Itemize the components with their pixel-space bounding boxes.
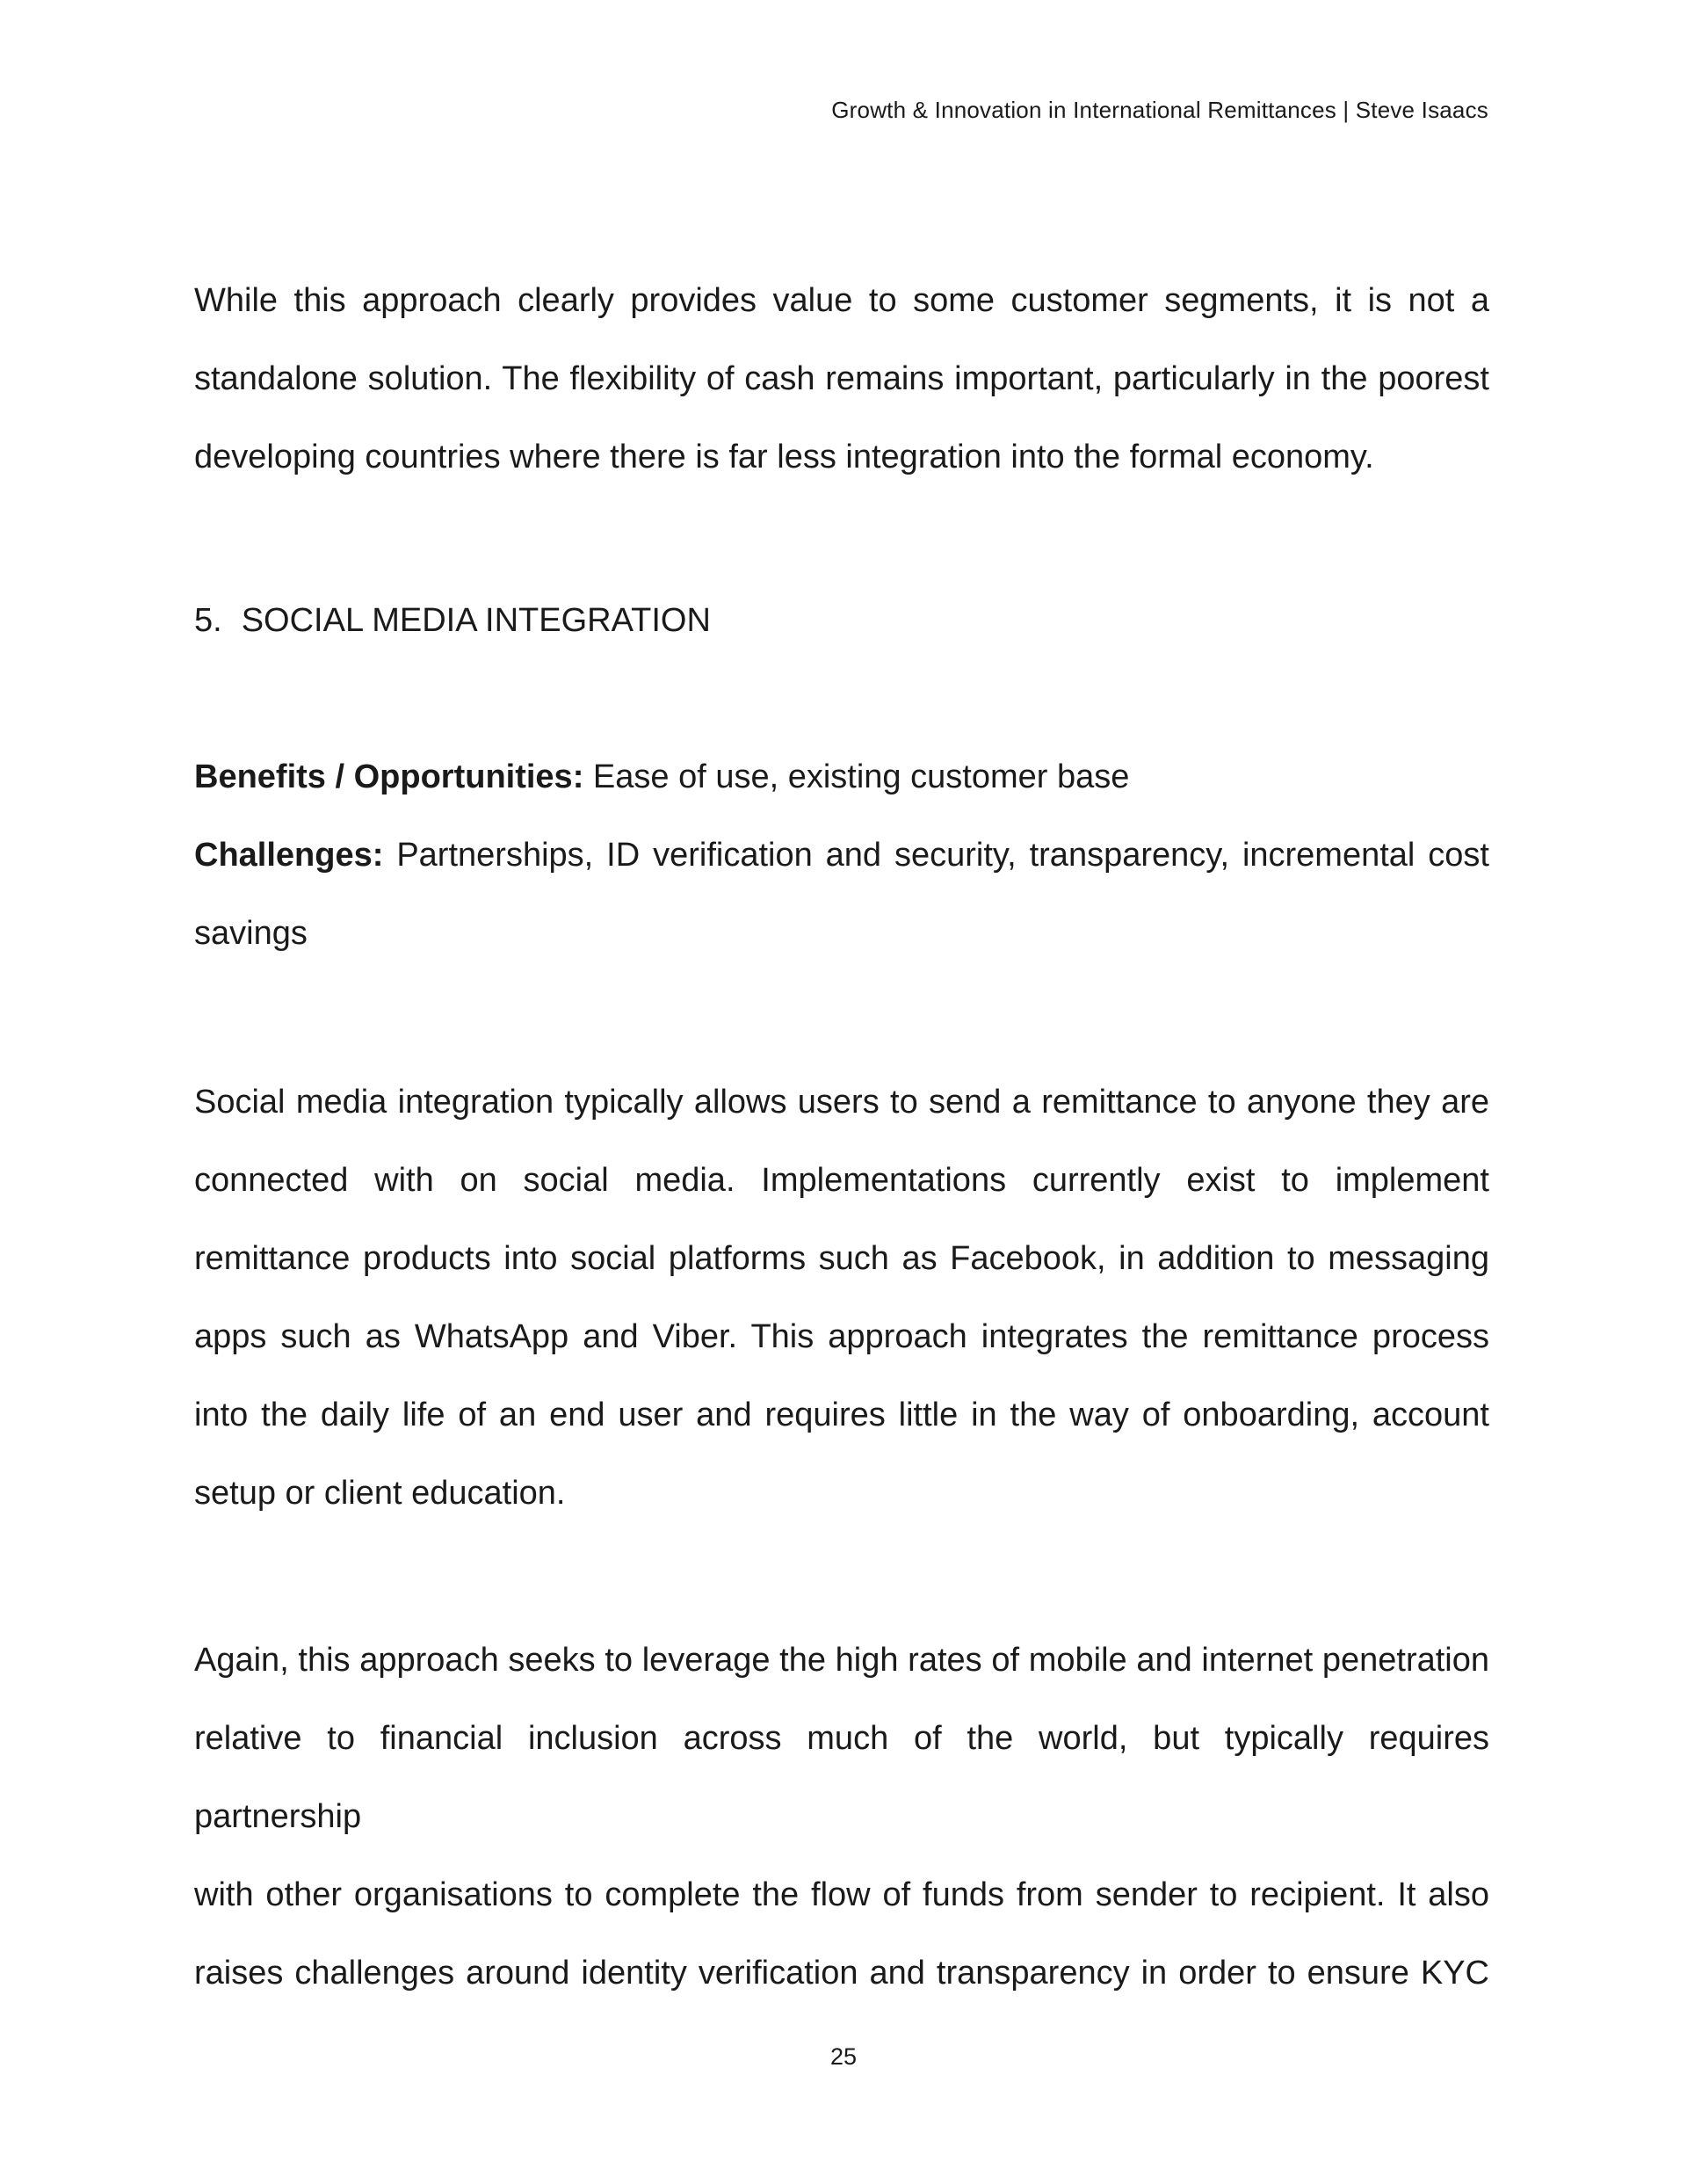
challenges-text: Partnerships, ID verification and security, transparency, incremental cost [383,837,1489,874]
text-line: relative to financial inclusion across much of the world, but typically requires partnership [194,1720,1489,1835]
paragraph-4 [194,1622,1489,2013]
section-title: SOCIAL MEDIA INTEGRATION [241,602,711,639]
benefits-line [194,738,1489,816]
running-header: Growth & Innovation in International Remittances | Steve Isaacs [831,97,1488,123]
challenges-label: Challenges: [194,837,384,874]
text-line: Again, this approach seeks to leverage the high rates of mobile and internet penetration [194,1642,1489,1679]
text-line: Social media integration typically allows users to send a remittance to anyone they are [194,1084,1489,1121]
section-heading [194,582,1489,660]
text-line: with other organisations to complete the flow of funds from sender to recipient. It also [194,1876,1489,1913]
document-content [194,262,1489,2013]
paragraph-1 [194,262,1489,497]
benefits-challenges-block [194,738,1489,973]
page-number: 25 [829,2043,858,2070]
section-number: 5. [194,602,222,639]
paragraph-3 [194,1063,1489,1533]
text-line: savings [194,915,308,952]
challenges-line [194,816,1489,895]
text-line: into the daily life of an end user and requires little in the way of onboarding, account [194,1397,1489,1433]
text-line: developing countries where there is far less integration into the formal economy. [194,439,1374,475]
text-line: remittance products into social platforms such as Facebook, in addition to messaging [194,1240,1489,1277]
benefits-text: Ease of use, existing customer base [583,758,1130,795]
text-line: standalone solution. The flexibility of cash remains important, particularly in the poorest [194,360,1489,397]
text-line: connected with on social media. Implementations currently exist to implement [194,1162,1489,1199]
benefits-label: Benefits / Opportunities: [194,758,584,795]
text-line: apps such as WhatsApp and Viber. This approach integrates the remittance process [194,1318,1489,1355]
text-line: setup or client education. [194,1475,566,1512]
text-line: While this approach clearly provides value to some customer segments, it is not a [194,282,1489,319]
text-line: raises challenges around identity verification and transparency in order to ensure KYC [194,1955,1489,1992]
